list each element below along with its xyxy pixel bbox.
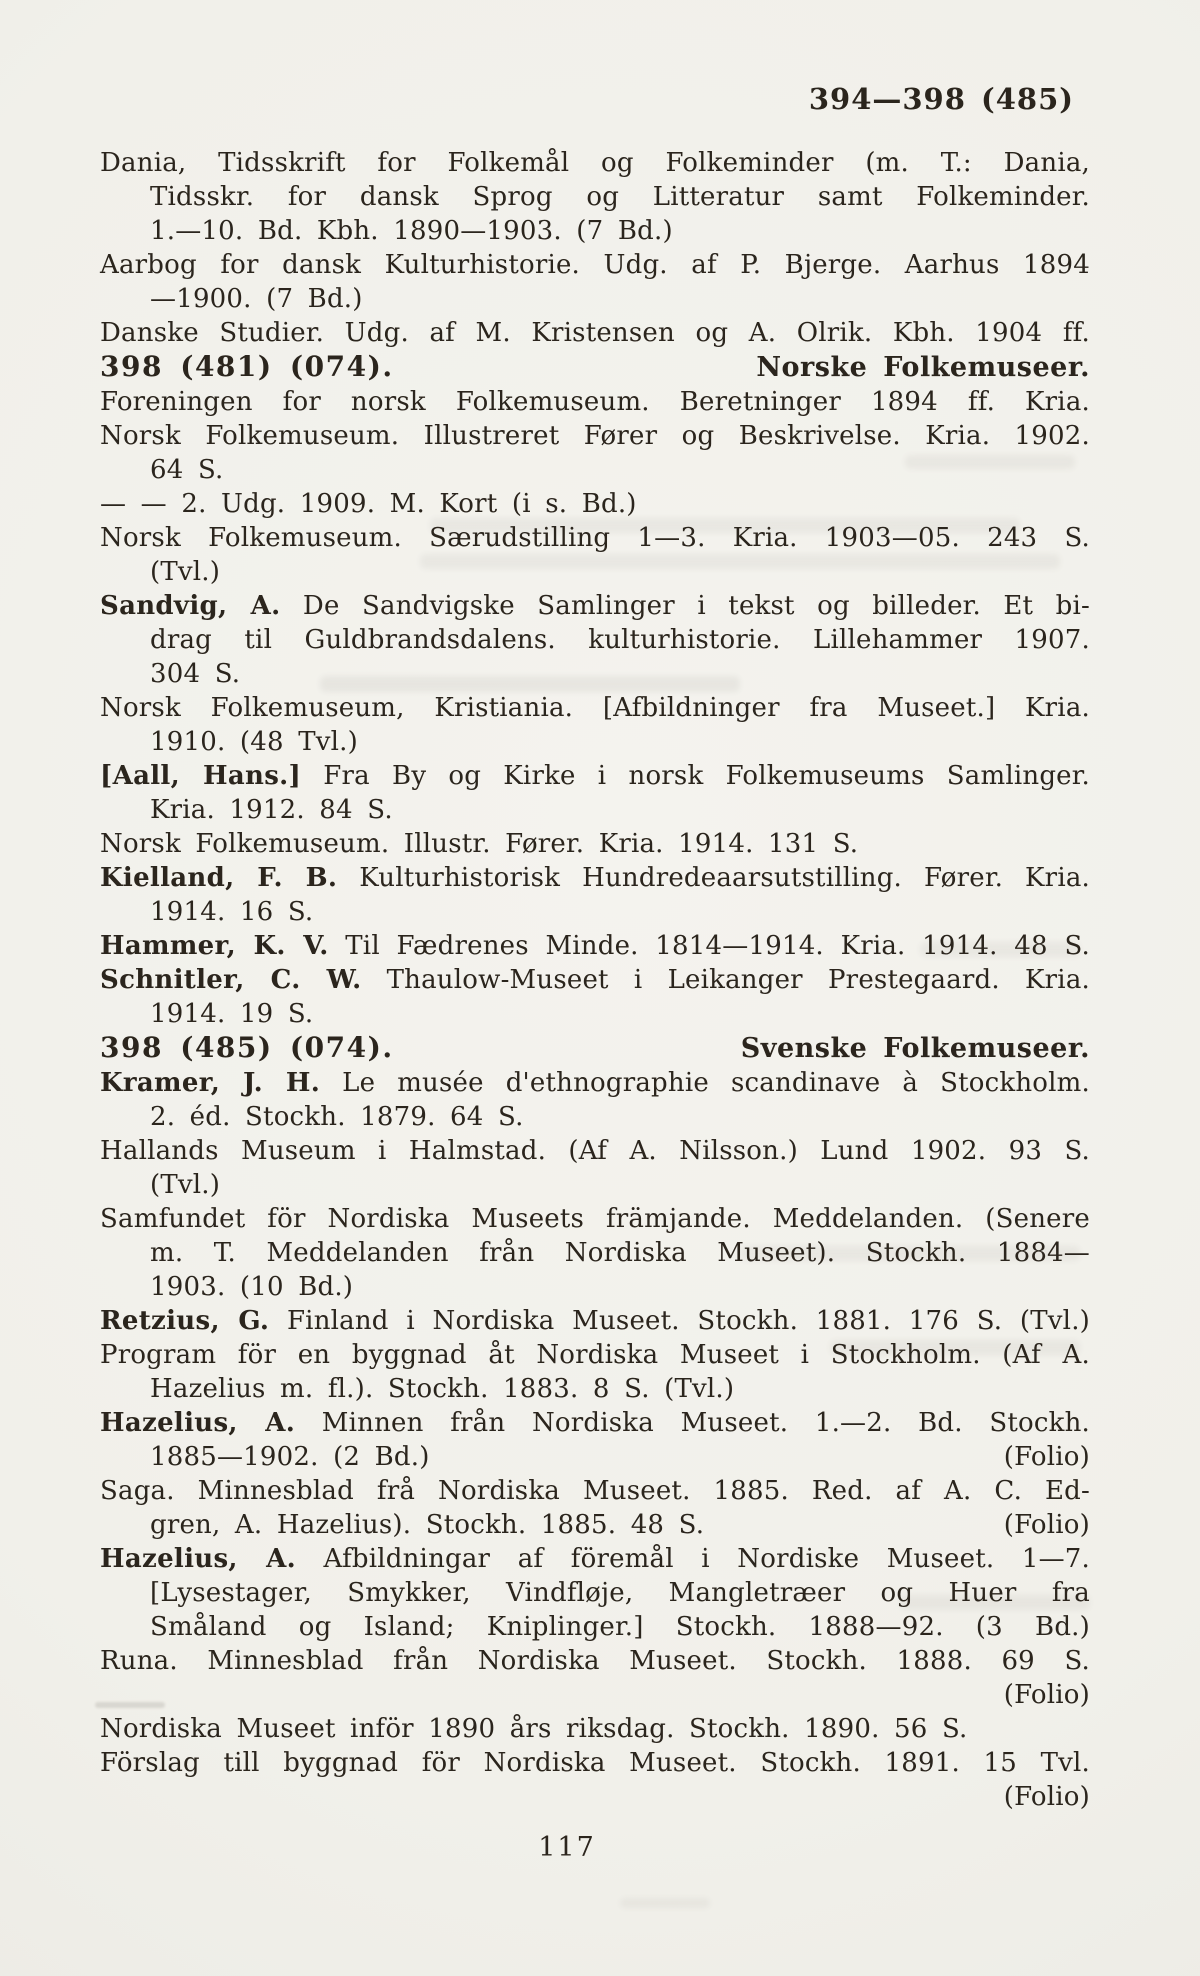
entry-line: Kielland, F. B. Kulturhistorisk Hundredeaarsutstilling. Fører. Kria. (100, 863, 1090, 893)
entry-line: 1910. (48 Tvl.) (150, 727, 358, 757)
author-name: Hazelius, A. (100, 1544, 297, 1574)
entry-line: drag til Guldbrandsdalens. kulturhistorie. Lillehammer 1907. (150, 625, 1090, 655)
entry-line: 304 S. (150, 659, 241, 689)
bibliography-entry (100, 1202, 1090, 1304)
entry-line: Danske Studier. Udg. af M. Kristensen og A. Olrik. Kbh. 1904 ff. (100, 318, 1090, 348)
entry-line: Kria. 1912. 84 S. (150, 795, 393, 825)
entry-line: [Lysestager, Smykker, Vindfløje, Mangletræer og Huer fra (150, 1578, 1090, 1608)
entry-line: Samfundet för Nordiska Museets främjande. Meddelanden. (Senere (100, 1204, 1090, 1234)
bibliography-entry (100, 1406, 1090, 1474)
entry-line: 64 S. (150, 455, 224, 485)
scan-smudge-artifact (620, 1898, 710, 1908)
entry-line: Foreningen for norsk Folkemuseum. Beretninger 1894 ff. Kria. (100, 387, 1090, 417)
bibliography-entry (100, 419, 1090, 487)
entry-line: Runa. Minnesblad från Nordiska Museet. Stockh. 1888. 69 S. (100, 1646, 1090, 1676)
entry-line-text: gren, A. Hazelius). Stockh. 1885. 48 S. (150, 1510, 705, 1540)
bibliography-entry (100, 1542, 1090, 1644)
bibliography-entry (100, 1746, 1090, 1814)
entry-line: Hallands Museum i Halmstad. (Af A. Nilsson.) Lund 1902. 93 S. (100, 1136, 1090, 1166)
running-header: 394—398 (485) (808, 82, 1074, 116)
entry-line: 1914. 19 S. (150, 999, 314, 1029)
author-name: Hazelius, A. (100, 1408, 296, 1438)
entry-line: Hazelius, A. Afbildningar af föremål i Nordiske Museet. 1—7. (100, 1544, 1090, 1574)
section-title: Svenske Folkemuseer. (740, 1033, 1090, 1064)
entry-line: Sandvig, A. De Sandvigske Samlinger i tekst og billeder. Et bi- (100, 591, 1090, 621)
bibliography-entry (100, 1304, 1090, 1338)
bibliography-entry (100, 1712, 1090, 1746)
entry-line: Hazelius m. fl.). Stockh. 1883. 8 S. (Tvl.) (150, 1374, 735, 1404)
entry-line-text: 1885—1902. (2 Bd.) (150, 1442, 430, 1472)
bibliography-entry (100, 1644, 1090, 1712)
folio-note: (Folio) (1003, 1442, 1090, 1472)
folio-note: (Folio) (1003, 1510, 1090, 1540)
entry-line: —1900. (7 Bd.) (150, 284, 363, 314)
entry-line: 1.—10. Bd. Kbh. 1890—1903. (7 Bd.) (150, 216, 673, 246)
entry-line: [Aall, Hans.] Fra By og Kirke i norsk Folkemuseums Samlinger. (100, 761, 1090, 791)
section-title: Norske Folkemuseer. (756, 352, 1090, 383)
entry-line: Dania, Tidsskrift for Folkemål og Folkeminder (m. T.: Dania, (100, 148, 1090, 178)
entry-line: Saga. Minnesblad frå Nordiska Museet. 1885. Red. af A. C. Ed- (100, 1476, 1090, 1506)
author-name: [Aall, Hans.] (100, 761, 302, 791)
entry-line (150, 1508, 1090, 1542)
entry-line: Schnitler, C. W. Thaulow-Museet i Leikanger Prestegaard. Kria. (100, 965, 1090, 995)
entry-line: Norsk Folkemuseum, Kristiania. [Afbildninger fra Museet.] Kria. (100, 693, 1090, 723)
bibliography-entry (100, 1134, 1090, 1202)
entry-line: Hammer, K. V. Til Fædrenes Minde. 1814—1914. Kria. 1914. 48 S. (100, 931, 1090, 961)
entry-line: Program för en byggnad åt Nordiska Museet i Stockholm. (Af A. (100, 1340, 1090, 1370)
bibliography-entry (100, 589, 1090, 691)
bibliography-entry (100, 929, 1090, 963)
entry-line: Nordiska Museet inför 1890 års riksdag. Stockh. 1890. 56 S. (100, 1714, 968, 1744)
page-number: 117 (538, 1832, 596, 1863)
entry-line: Norsk Folkemuseum. Særudstilling 1—3. Kria. 1903—05. 243 S. (100, 523, 1090, 553)
entry-line: Retzius, G. Finland i Nordiska Museet. Stockh. 1881. 176 S. (Tvl.) (100, 1306, 1091, 1336)
bibliography-entry (100, 487, 1090, 521)
entry-line: (Tvl.) (150, 557, 221, 587)
bibliography-text-block (100, 146, 1090, 1814)
entry-line: 1914. 16 S. (150, 897, 314, 927)
author-name: Hammer, K. V. (100, 931, 329, 961)
bibliography-entry (100, 1338, 1090, 1406)
section-number: 398 (481) (074). (100, 350, 394, 383)
entry-line: Norsk Folkemuseum. Illustr. Fører. Kria. 1914. 131 S. (100, 829, 859, 859)
section-number: 398 (485) (074). (100, 1031, 394, 1064)
entry-line: Förslag till byggnad för Nordiska Museet. Stockh. 1891. 15 Tvl. (100, 1748, 1090, 1778)
entry-line (100, 1678, 1090, 1712)
entry-line: Norsk Folkemuseum. Illustreret Fører og Beskrivelse. Kria. 1902. (100, 421, 1090, 451)
entry-line (100, 1780, 1090, 1814)
author-name: Kramer, J. H. (100, 1068, 321, 1098)
bibliography-entry (100, 385, 1090, 419)
bibliography-entry (100, 521, 1090, 589)
entry-line: Tidsskr. for dansk Sprog og Litteratur samt Folkeminder. (150, 182, 1090, 212)
bibliography-entry (100, 963, 1090, 1031)
author-name: Schnitler, C. W. (100, 965, 362, 995)
folio-note: (Folio) (1003, 1782, 1090, 1812)
entry-line: Kramer, J. H. Le musée d'ethnographie scandinave à Stockholm. (100, 1068, 1090, 1098)
author-name: Retzius, G. (100, 1306, 270, 1336)
bibliography-entry (100, 759, 1090, 827)
entry-line (150, 1440, 1090, 1474)
bibliography-entry (100, 146, 1090, 248)
author-name: Kielland, F. B. (100, 863, 338, 893)
bibliography-entry (100, 1066, 1090, 1134)
bibliography-entry (100, 827, 1090, 861)
section-heading (100, 350, 1090, 385)
bibliography-entry (100, 248, 1090, 316)
entry-line: (Tvl.) (150, 1170, 221, 1200)
entry-line: Aarbog for dansk Kulturhistorie. Udg. af P. Bjerge. Aarhus 1894 (100, 250, 1090, 280)
bibliography-entry (100, 316, 1090, 350)
bibliography-entry (100, 691, 1090, 759)
bibliography-entry (100, 861, 1090, 929)
entry-line: 2. éd. Stockh. 1879. 64 S. (150, 1102, 524, 1132)
author-name: Sandvig, A. (100, 591, 281, 621)
entry-line: — — 2. Udg. 1909. M. Kort (i s. Bd.) (100, 489, 637, 519)
entry-line: 1903. (10 Bd.) (150, 1272, 354, 1302)
entry-line: m. T. Meddelanden från Nordiska Museet). Stockh. 1884— (150, 1238, 1090, 1268)
section-heading (100, 1031, 1090, 1066)
folio-note: (Folio) (1003, 1680, 1090, 1710)
entry-line: Småland og Island; Kniplinger.] Stockh. 1888—92. (3 Bd.) (150, 1612, 1090, 1642)
bibliography-entry (100, 1474, 1090, 1542)
entry-line: Hazelius, A. Minnen från Nordiska Museet. 1.—2. Bd. Stockh. (100, 1408, 1090, 1438)
